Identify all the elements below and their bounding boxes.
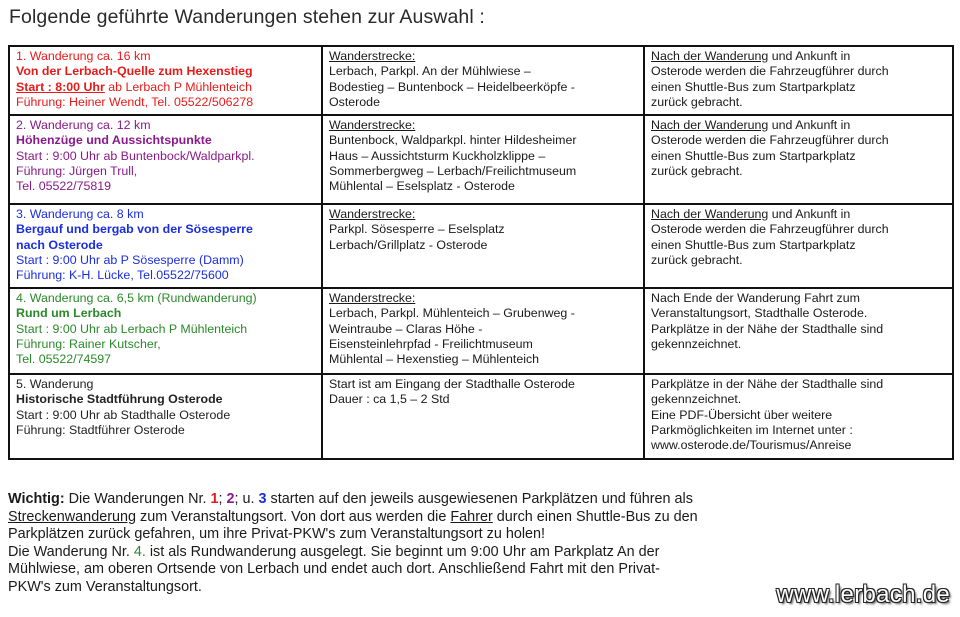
tour-row-1 <box>9 46 953 115</box>
note-text: Die Wanderung Nr. <box>8 543 134 560</box>
tour-2-guide: Führung: Jürgen Trull, <box>16 163 138 178</box>
tour-3-route <box>322 204 644 288</box>
note-label: Wichtig: <box>8 491 65 507</box>
tour-2-return-line: zurück gebracht. <box>651 163 743 178</box>
note-tour-3-ref: 3 <box>258 491 267 507</box>
tour-1-guide: Führung: Heiner Wendt, Tel. 05522/506278 <box>16 94 254 109</box>
tour-1-title: Von der Lerbach-Quelle zum Hexenstieg <box>16 64 253 79</box>
tour-4-guide: Führung: Rainer Kutscher, <box>16 336 161 351</box>
tour-3-return-line: zurück gebracht. <box>651 252 743 267</box>
tour-5-route-line: Start ist am Eingang der Stadthalle Osterode <box>329 377 575 391</box>
tour-4-title: Rund um Lerbach <box>16 306 122 321</box>
note-text: zum Veranstaltungsort. Von dort aus werden die <box>136 508 451 525</box>
tour-1-return <box>644 46 953 115</box>
note-text: ist als Rundwanderung ausgelegt. Sie beginnt um 9:00 Uhr am Parkplatz An der <box>145 543 660 560</box>
tour-5-website: www.osterode.de/Tourismus/Anreise <box>651 438 852 453</box>
tour-4-return-line: gekennzeichnet. <box>651 336 742 351</box>
tour-5-route <box>322 374 644 459</box>
tour-4-phone: Tel. 05522/74597 <box>16 352 112 367</box>
tour-3-return-line <box>651 207 947 222</box>
tour-4-route-line: Eisensteinlehrpfad - Freilichtmuseum <box>329 336 533 351</box>
tour-3-route-line: Lerbach/Grillplatz - Osterode <box>329 237 488 252</box>
tour-1-info <box>9 46 322 115</box>
tour-4-route-line: Lerbach, Parkpl. Mühlenteich – Grubenweg - <box>329 306 575 321</box>
tour-3-start: Start : 9:00 Uhr ab P Sösesperre (Damm) <box>16 252 244 267</box>
tour-1-route-line: Osterode <box>329 94 380 109</box>
tour-2-route-line: Haus – Aussichtsturm Kuckholzklippe – <box>329 148 546 163</box>
tour-5-info <box>9 374 322 459</box>
note-text: durch einen Shuttle-Bus zu den <box>492 508 698 525</box>
tour-5-return-line: Parkplätze in der Nähe der Stadthalle sind <box>651 377 884 391</box>
note-line-4 <box>8 544 948 562</box>
tour-2-start: Start : 9:00 Uhr ab Buntenbock/Waldparkpl. <box>16 148 255 163</box>
tour-2-return-line: Osterode werden die Fahrzeugführer durch <box>651 133 889 148</box>
tour-row-5 <box>9 374 953 459</box>
watermark: www.lerbach.de <box>776 581 950 608</box>
note-line-3: Parkplätzen zurück gefahren, um ihre Privat-PKW's zum Veranstaltungsort zu holen! <box>8 526 546 543</box>
tour-1-route-line: Lerbach, Parkpl. An der Mühlwiese – <box>329 64 531 79</box>
tour-4-return <box>644 288 953 374</box>
tour-3-return-line: Osterode werden die Fahrzeugführer durch <box>651 222 889 237</box>
tour-3-return-rest: und Ankunft in <box>768 207 851 221</box>
tour-2-distance: 2. Wanderung ca. 12 km <box>16 118 151 132</box>
tour-5-return-line: Parkmöglichkeiten im Internet unter : <box>651 422 853 437</box>
tour-2-phone: Tel. 05522/75819 <box>16 179 112 194</box>
tour-2-info <box>9 115 322 204</box>
tour-row-3 <box>9 204 953 288</box>
tour-1-start-time: Start : 8:00 Uhr <box>16 79 105 94</box>
tour-3-route-title: Wanderstrecke: <box>329 207 416 221</box>
tour-4-route <box>322 288 644 374</box>
tour-2-route-line: Buntenbock, Waldparkpl. hinter Hildesheimer <box>329 133 577 148</box>
note-line-1 <box>8 491 948 509</box>
tour-3-return-line: einen Shuttle-Bus zum Startparkplatz <box>651 237 856 252</box>
tour-1-return-line: einen Shuttle-Bus zum Startparkplatz <box>651 79 856 94</box>
tour-4-route-line: Weintraube – Claras Höhe - <box>329 321 483 336</box>
tour-2-return <box>644 115 953 204</box>
tour-5-duration: Dauer : ca 1,5 – 2 Std <box>329 392 450 407</box>
tour-4-route-title: Wanderstrecke: <box>329 291 416 305</box>
tour-1-start-place: ab Lerbach P Mühlenteich <box>104 79 253 94</box>
tour-4-return-line: Veranstaltungsort, Stadthalle Osterode. <box>651 306 868 321</box>
tour-2-route-title: Wanderstrecke: <box>329 118 416 132</box>
tour-3-route-line: Parkpl. Sösesperre – Eselsplatz <box>329 222 505 237</box>
tour-4-route-line: Mühlental – Hexenstieg – Mühlenteich <box>329 352 540 367</box>
tour-3-info <box>9 204 322 288</box>
tour-5-return-line: Eine PDF-Übersicht über weitere <box>651 407 833 422</box>
tour-5-return <box>644 374 953 459</box>
tour-2-return-title: Nach der Wanderung <box>651 118 769 132</box>
note-tour-1-ref: 1 <box>210 491 219 507</box>
tour-3-distance: 3. Wanderung ca. 8 km <box>16 207 144 221</box>
tour-1-return-rest: und Ankunft in <box>768 49 851 63</box>
tour-2-title: Höhenzüge und Aussichtspunkte <box>16 133 212 148</box>
note-text: Die Wanderungen Nr. <box>64 491 211 507</box>
note-separator: ; <box>218 491 227 507</box>
tour-4-start: Start : 9:00 Uhr ab Lerbach P Mühlenteich <box>16 321 248 336</box>
tour-2-return-line <box>651 118 947 133</box>
tour-5-return-line: gekennzeichnet. <box>651 392 742 407</box>
tour-4-distance: 4. Wanderung ca. 6,5 km (Rundwanderung) <box>16 291 257 305</box>
tour-4-info <box>9 288 322 374</box>
tour-4-return-line: Nach Ende der Wanderung Fahrt zum <box>651 291 860 305</box>
tours-table <box>8 45 954 460</box>
tour-2-route-line: Sommerbergweg – Lerbach/Freilichtmuseum <box>329 163 577 178</box>
tour-2-return-line: einen Shuttle-Bus zum Startparkplatz <box>651 148 856 163</box>
tour-3-guide: Führung: K-H. Lücke, Tel.05522/75600 <box>16 268 229 283</box>
note-tour-4-ref: 4. <box>133 543 146 560</box>
note-tour-2-ref: 2 <box>226 491 235 507</box>
note-line-2 <box>8 509 948 527</box>
tour-3-title: Bergauf und bergab von der Sösesperre <box>16 222 253 237</box>
tour-row-2 <box>9 115 953 204</box>
note-separator: ; u. <box>234 491 259 507</box>
tour-1-return-line: Osterode werden die Fahrzeugführer durch <box>651 64 889 79</box>
note-drivers: Fahrer <box>450 508 493 525</box>
note-route-hike: Streckenwanderung <box>8 508 136 525</box>
tour-1-route-title: Wanderstrecke: <box>329 49 416 63</box>
tour-1-return-line <box>651 49 947 64</box>
tour-3-return <box>644 204 953 288</box>
tour-3-title-cont: nach Osterode <box>16 237 103 252</box>
tour-1-route <box>322 46 644 115</box>
tour-1-route-line: Bodestieg – Buntenbock – Heidelbeerköpfe - <box>329 79 575 94</box>
tour-3-return-title: Nach der Wanderung <box>651 207 769 221</box>
tour-1-distance: 1. Wanderung ca. 16 km <box>16 49 151 63</box>
tour-1-return-line: zurück gebracht. <box>651 94 743 109</box>
note-text: starten auf den jeweils ausgewiesenen Parkplätzen und führen als <box>266 491 693 507</box>
tour-2-route <box>322 115 644 204</box>
page-heading: Folgende geführte Wanderungen stehen zur Auswahl : <box>9 6 485 28</box>
tour-1-return-title: Nach der Wanderung <box>651 49 769 63</box>
tour-2-route-line: Mühlental – Eselsplatz - Osterode <box>329 179 515 194</box>
note-line-5: Mühlwiese, am oberen Ortsende von Lerbach und endet auch dort. Anschließend Fahrt mit den Privat- <box>8 561 660 578</box>
tour-5-start: Start : 9:00 Uhr ab Stadthalle Osterode <box>16 407 231 422</box>
tour-5-number: 5. Wanderung <box>16 377 94 391</box>
tour-5-title: Historische Stadtführung Osterode <box>16 392 223 407</box>
note-line-6: PKW's zum Veranstaltungsort. <box>8 578 202 595</box>
tour-row-4 <box>9 288 953 374</box>
tour-2-return-rest: und Ankunft in <box>768 118 851 132</box>
tour-4-return-line: Parkplätze in der Nähe der Stadthalle sind <box>651 321 884 336</box>
tour-1-start <box>16 80 316 95</box>
tour-5-guide: Führung: Stadtführer Osterode <box>16 422 185 437</box>
